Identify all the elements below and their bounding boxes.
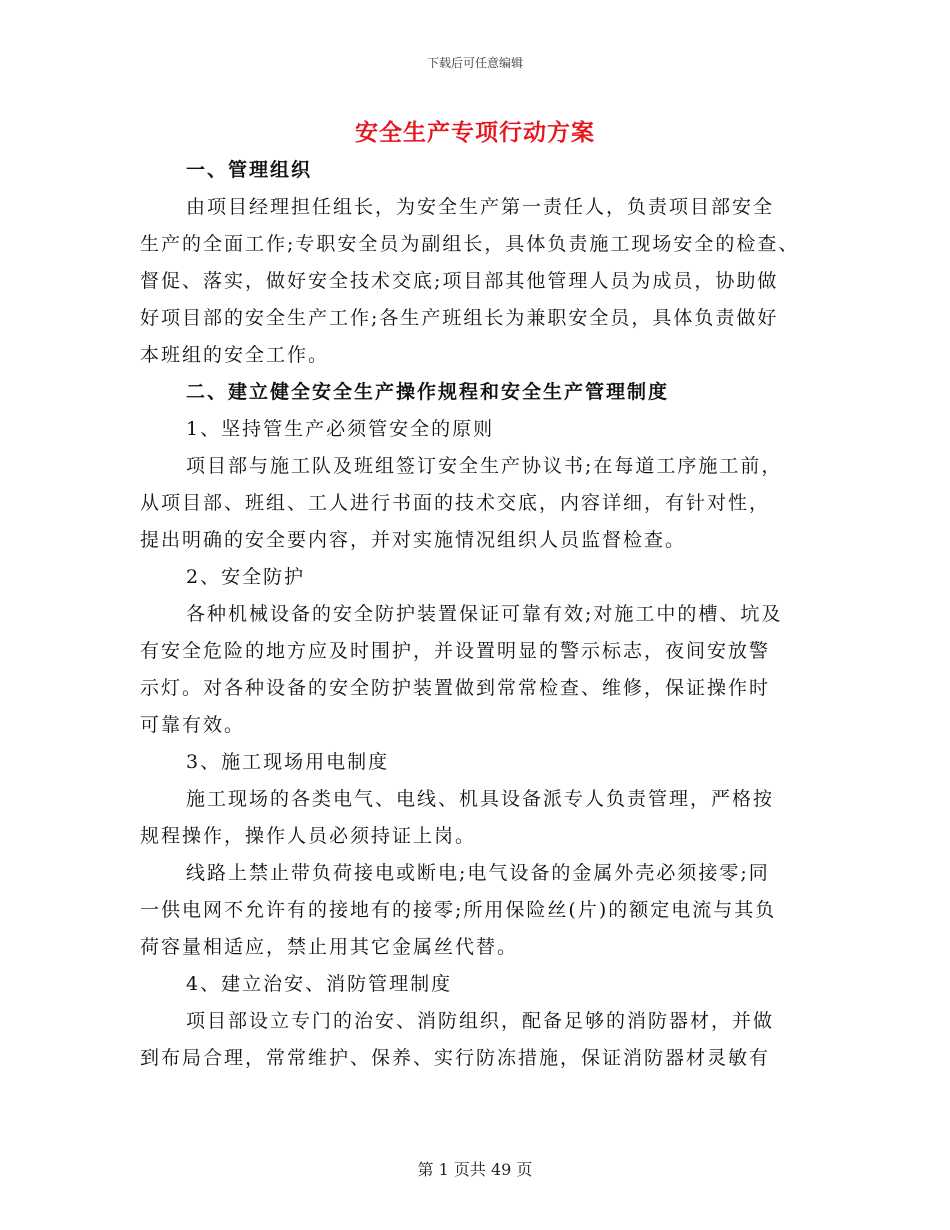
body-line: 有安全危险的地方应及时围护，并设置明显的警示标志，夜间安放警: [140, 640, 771, 662]
body-line: 一供电网不允许有的接地有的接零;所用保险丝(片)的额定电流与其负: [140, 899, 777, 921]
body-line: 荷容量相适应，禁止用其它金属丝代替。: [140, 936, 519, 958]
body-line: 1、坚持管生产必须管安全的原则: [186, 418, 495, 440]
body-line: 由项目经理担任组长，为安全生产第一责任人，负责项目部安全: [186, 196, 775, 218]
body-line: 二、建立健全安全生产操作规程和安全生产管理制度: [186, 381, 670, 403]
body-line: 各种机械设备的安全防护装置保证可靠有效;对施工中的槽、坑及: [186, 603, 783, 625]
header-note: 下载后可任意编辑: [426, 56, 523, 70]
document-title: 安全生产专项行动方案: [355, 119, 595, 146]
body-line: 可靠有效。: [140, 714, 246, 736]
body-line: 4、建立治安、消防管理制度: [186, 973, 453, 995]
body-line: 督促、落实，做好安全技术交底;项目部其他管理人员为成员，协助做: [140, 270, 779, 292]
body-line: 施工现场的各类电气、电线、机具设备派专人负责管理，严格按: [186, 788, 775, 810]
document-body: [140, 152, 812, 1077]
body-line: 提出明确的安全要内容，并对实施情况组织人员监督检查。: [140, 529, 687, 551]
body-line: 到布局合理，常常维护、保养、实行防冻措施，保证消防器材灵敏有: [140, 1047, 771, 1069]
body-line: 从项目部、班组、工人进行书面的技术交底，内容详细，有针对性，: [140, 492, 771, 514]
body-line: 生产的全面工作;专职安全员为副组长，具体负责施工现场安全的检查、: [140, 233, 800, 255]
body-line: 线路上禁止带负荷接电或断电;电气设备的金属外壳必须接零;同: [186, 862, 770, 884]
body-line: 本班组的安全工作。: [140, 344, 330, 366]
body-line: 项目部与施工队及班组签订安全生产协议书;在每道工序施工前，: [186, 455, 783, 477]
body-line: 规程操作，操作人员必须持证上岗。: [140, 825, 477, 847]
body-line: 示灯。对各种设备的安全防护装置做到常常检查、维修，保证操作时: [140, 677, 771, 699]
body-line: 3、施工现场用电制度: [186, 751, 390, 773]
page-number-footer: 第 1 页共 49 页: [417, 1160, 533, 1179]
body-line: 2、安全防护: [186, 566, 306, 588]
body-line: 好项目部的安全生产工作;各生产班组长为兼职安全员，具体负责做好: [140, 307, 779, 329]
body-line: 一、管理组织: [186, 159, 313, 181]
body-line: 项目部设立专门的治安、消防组织，配备足够的消防器材，并做: [186, 1010, 775, 1032]
